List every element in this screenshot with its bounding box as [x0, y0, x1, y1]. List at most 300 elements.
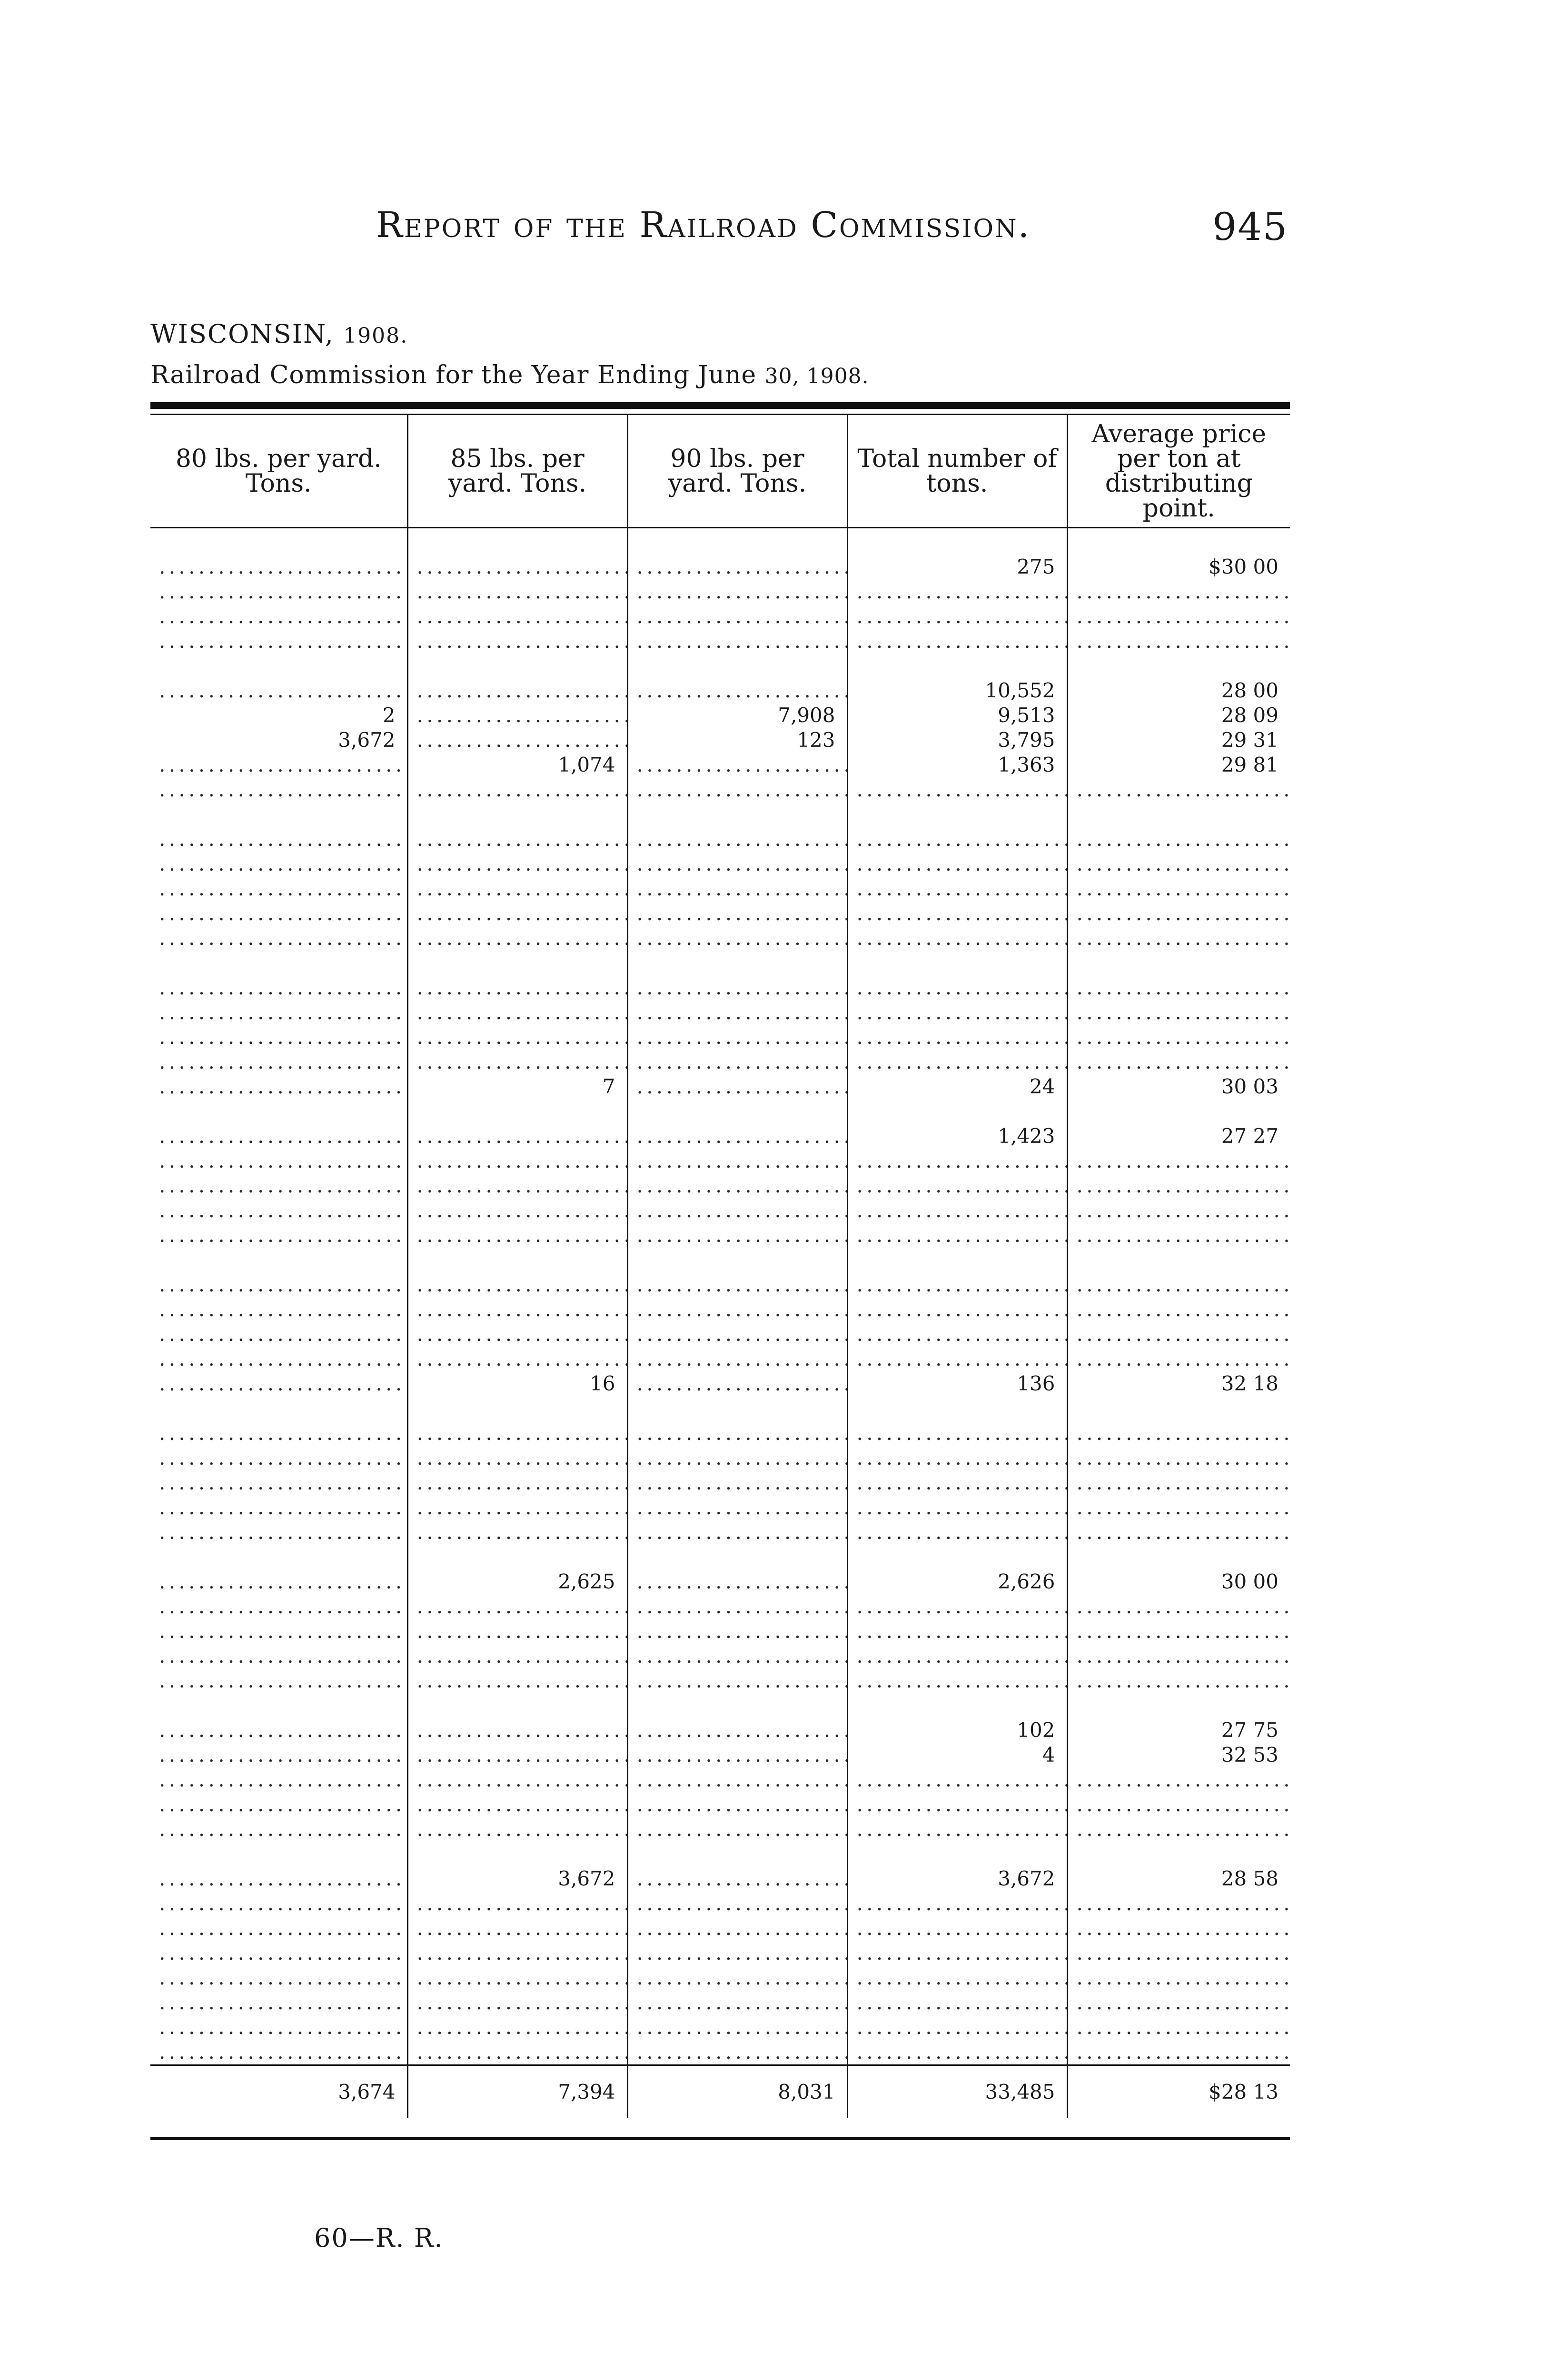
cell-85lbs: [407, 1421, 627, 1446]
cell-80lbs: [150, 1941, 407, 1965]
cell-85lbs: [407, 703, 627, 728]
cell-80lbs: [150, 1025, 407, 1050]
cell-90lbs: [627, 1866, 847, 1891]
state-heading: [150, 319, 408, 349]
table-row: [150, 1866, 1290, 1891]
cell-90lbs: [627, 1347, 847, 1371]
cell-total-tons: [847, 777, 1067, 802]
group-spacer: [150, 1693, 1290, 1718]
spacer-cell: [407, 1693, 627, 1718]
cell-90lbs: [627, 2015, 847, 2040]
cell-total-tons: [847, 1198, 1067, 1223]
cell-80lbs: [150, 1421, 407, 1446]
table-row: [150, 926, 1290, 951]
col-header-80lbs: 80 lbs. per yard. Tons.: [150, 415, 407, 528]
cell-85lbs: [407, 1520, 627, 1545]
cell-avg-price: 27 27: [1067, 1124, 1290, 1149]
spacer-cell: [407, 1248, 627, 1272]
cell-avg-price: [1067, 1198, 1290, 1223]
cell-85lbs: [407, 777, 627, 802]
cell-avg-price: [1067, 1470, 1290, 1495]
table-row: [150, 703, 1290, 728]
spacer-cell: [627, 802, 847, 827]
table-row: [150, 876, 1290, 901]
cell-total-tons: 3,672: [847, 1866, 1067, 1891]
cell-90lbs: [627, 1025, 847, 1050]
cell-90lbs: [627, 1941, 847, 1965]
cell-90lbs: [627, 1272, 847, 1297]
cell-avg-price: [1067, 604, 1290, 629]
cell-90lbs: [627, 1520, 847, 1545]
top-thick-rule: [150, 402, 1290, 409]
spacer-cell: [627, 1693, 847, 1718]
cell-90lbs: [627, 1173, 847, 1198]
cell-avg-price: [1067, 1619, 1290, 1644]
spacer-cell: [1067, 1545, 1290, 1569]
cell-avg-price: 28 00: [1067, 678, 1290, 703]
cell-total-tons: [847, 1446, 1067, 1470]
cell-avg-price: 29 31: [1067, 728, 1290, 753]
spacer-cell: [847, 802, 1067, 827]
cell-85lbs: [407, 1223, 627, 1248]
cell-total-tons: [847, 1297, 1067, 1322]
cell-total-tons: [847, 1322, 1067, 1347]
cell-total-tons: [847, 1668, 1067, 1693]
running-header: [0, 205, 1546, 257]
cell-80lbs: [150, 2040, 407, 2065]
cell-avg-price: [1067, 1050, 1290, 1074]
cell-90lbs: [627, 901, 847, 926]
table-row: [150, 1297, 1290, 1322]
table-row: [150, 827, 1290, 852]
group-spacer: [150, 1842, 1290, 1866]
group-spacer: [150, 1099, 1290, 1124]
cell-total-tons: [847, 975, 1067, 1000]
cell-total-tons: 102: [847, 1718, 1067, 1743]
table-row: [150, 1569, 1290, 1594]
table-row: [150, 1718, 1290, 1743]
cell-90lbs: [627, 1470, 847, 1495]
cell-80lbs: [150, 2015, 407, 2040]
cell-85lbs: [407, 1891, 627, 1916]
cell-90lbs: [627, 1124, 847, 1149]
spacer-cell: [150, 1545, 407, 1569]
cell-85lbs: [407, 1050, 627, 1074]
cell-avg-price: [1067, 1668, 1290, 1693]
cell-80lbs: [150, 555, 407, 579]
cell-80lbs: [150, 579, 407, 604]
cell-80lbs: [150, 1990, 407, 2015]
cell-total-tons: 3,795: [847, 728, 1067, 753]
spacer-cell: [407, 951, 627, 975]
cell-80lbs: [150, 1916, 407, 1941]
data-table: [150, 415, 1290, 2118]
state-year: 1908.: [343, 324, 408, 348]
cell-80lbs: [150, 1223, 407, 1248]
cell-85lbs: [407, 1743, 627, 1767]
spacer-cell: [150, 951, 407, 975]
cell-80lbs: [150, 1347, 407, 1371]
cell-85lbs: [407, 1792, 627, 1817]
table-row: [150, 1891, 1290, 1916]
table-row: [150, 1668, 1290, 1693]
table-row: [150, 604, 1290, 629]
table-row: [150, 2015, 1290, 2040]
cell-total-tons: [847, 604, 1067, 629]
cell-total-tons: [847, 876, 1067, 901]
cell-80lbs: [150, 753, 407, 777]
state-name: WISCONSIN,: [150, 319, 334, 349]
spacer-cell: [627, 1099, 847, 1124]
cell-85lbs: [407, 1916, 627, 1941]
col-header-avg-price: Average price per ton at distributing point.: [1067, 415, 1290, 528]
cell-85lbs: 16: [407, 1371, 627, 1396]
cell-85lbs: [407, 827, 627, 852]
spacer-cell: [627, 1842, 847, 1866]
cell-avg-price: [1067, 629, 1290, 654]
spacer-cell: [627, 1396, 847, 1421]
cell-total-tons: [847, 926, 1067, 951]
cell-90lbs: [627, 1619, 847, 1644]
table-row: [150, 1594, 1290, 1619]
cell-total-tons: 2,626: [847, 1569, 1067, 1594]
cell-total-tons: [847, 1619, 1067, 1644]
cell-80lbs: [150, 876, 407, 901]
cell-90lbs: [627, 604, 847, 629]
cell-avg-price: [1067, 1990, 1290, 2015]
cell-90lbs: [627, 555, 847, 579]
cell-85lbs: [407, 1446, 627, 1470]
table-row: [150, 1173, 1290, 1198]
table-row: [150, 1446, 1290, 1470]
cell-total-tons: [847, 1817, 1067, 1842]
table-row: [150, 1792, 1290, 1817]
table-row: [150, 1149, 1290, 1173]
cell-90lbs: [627, 926, 847, 951]
cell-total-tons: [847, 2040, 1067, 2065]
cell-total-tons: [847, 1644, 1067, 1668]
cell-avg-price: [1067, 579, 1290, 604]
spacer-cell: [407, 1842, 627, 1866]
table-row: [150, 1272, 1290, 1297]
cell-85lbs: [407, 728, 627, 753]
spacer-cell: [407, 1099, 627, 1124]
spacer-cell: [150, 1693, 407, 1718]
table-row: [150, 901, 1290, 926]
cell-90lbs: [627, 1916, 847, 1941]
total-avg-price: $28 13: [1067, 2065, 1290, 2119]
cell-avg-price: [1067, 1322, 1290, 1347]
cell-80lbs: [150, 901, 407, 926]
cell-avg-price: [1067, 1149, 1290, 1173]
cell-90lbs: [627, 1371, 847, 1396]
spacer-cell: [407, 1396, 627, 1421]
cell-85lbs: [407, 555, 627, 579]
cell-total-tons: [847, 1347, 1067, 1371]
cell-total-tons: [847, 1792, 1067, 1817]
cell-90lbs: [627, 1050, 847, 1074]
table-subtitle: [150, 361, 869, 389]
cell-80lbs: [150, 1569, 407, 1594]
spacer-cell: [847, 1693, 1067, 1718]
cell-avg-price: [1067, 1173, 1290, 1198]
cell-total-tons: [847, 1891, 1067, 1916]
cell-avg-price: [1067, 827, 1290, 852]
cell-85lbs: [407, 1619, 627, 1644]
cell-total-tons: [847, 1421, 1067, 1446]
table-row: [150, 1743, 1290, 1767]
cell-total-tons: 136: [847, 1371, 1067, 1396]
spacer-cell: [627, 1545, 847, 1569]
table-row: [150, 1916, 1290, 1941]
table-row: [150, 852, 1290, 876]
cell-total-tons: [847, 1594, 1067, 1619]
subtitle-text: Railroad Commission for the Year Ending June: [150, 361, 757, 389]
cell-80lbs: [150, 1149, 407, 1173]
cell-total-tons: 1,423: [847, 1124, 1067, 1149]
cell-90lbs: [627, 1149, 847, 1173]
padding-cell: [1067, 528, 1290, 555]
cell-avg-price: [1067, 777, 1290, 802]
cell-85lbs: [407, 1594, 627, 1619]
cell-80lbs: [150, 1767, 407, 1792]
padding-cell: [407, 528, 627, 555]
total-tons: 33,485: [847, 2065, 1067, 2119]
cell-90lbs: [627, 1223, 847, 1248]
cell-total-tons: 24: [847, 1074, 1067, 1099]
cell-avg-price: [1067, 975, 1290, 1000]
spacer-cell: [150, 802, 407, 827]
group-spacer: [150, 1396, 1290, 1421]
table-row: [150, 555, 1290, 579]
cell-85lbs: [407, 975, 627, 1000]
cell-90lbs: [627, 1743, 847, 1767]
cell-80lbs: [150, 1644, 407, 1668]
cell-90lbs: [627, 1594, 847, 1619]
totals-row: [150, 2065, 1290, 2119]
cell-85lbs: 2,625: [407, 1569, 627, 1594]
col-header-90lbs: 90 lbs. per yard. Tons.: [627, 415, 847, 528]
spacer-cell: [407, 654, 627, 678]
cell-total-tons: [847, 1495, 1067, 1520]
table-row: [150, 1817, 1290, 1842]
cell-avg-price: [1067, 1446, 1290, 1470]
cell-85lbs: [407, 1198, 627, 1223]
cell-80lbs: [150, 1743, 407, 1767]
cell-avg-price: 28 58: [1067, 1866, 1290, 1891]
table-row: [150, 1520, 1290, 1545]
cell-85lbs: [407, 1470, 627, 1495]
group-spacer: [150, 654, 1290, 678]
spacer-cell: [1067, 1842, 1290, 1866]
cell-85lbs: [407, 1817, 627, 1842]
cell-85lbs: [407, 1322, 627, 1347]
table-row: [150, 1767, 1290, 1792]
cell-80lbs: [150, 1124, 407, 1149]
cell-85lbs: [407, 852, 627, 876]
cell-80lbs: 2: [382, 704, 396, 727]
cell-total-tons: 9,513: [847, 703, 1067, 728]
table-row: [150, 975, 1290, 1000]
table-row: [150, 1198, 1290, 1223]
cell-avg-price: [1067, 1223, 1290, 1248]
cell-avg-price: [1067, 1941, 1290, 1965]
cell-avg-price: [1067, 1594, 1290, 1619]
table-row: [150, 1025, 1290, 1050]
cell-avg-price: [1067, 1025, 1290, 1050]
cell-80lbs: [150, 1594, 407, 1619]
cell-80lbs: [150, 1446, 407, 1470]
cell-90lbs: [627, 1297, 847, 1322]
spacer-cell: [847, 1396, 1067, 1421]
cell-avg-price: 30 03: [1067, 1074, 1290, 1099]
table-row: [150, 753, 1290, 777]
cell-total-tons: [847, 1990, 1067, 2015]
cell-85lbs: [407, 1495, 627, 1520]
cell-avg-price: 32 18: [1067, 1371, 1290, 1396]
cell-80lbs: [150, 1297, 407, 1322]
table-row: [150, 629, 1290, 654]
cell-total-tons: [847, 1470, 1067, 1495]
table-row: [150, 579, 1290, 604]
cell-90lbs: [627, 1891, 847, 1916]
cell-85lbs: [407, 1173, 627, 1198]
cell-80lbs: [150, 1718, 407, 1743]
cell-90lbs: [627, 2040, 847, 2065]
table-row: [150, 678, 1290, 703]
page-number: 945: [1212, 205, 1288, 249]
cell-85lbs: [407, 1272, 627, 1297]
spacer-cell: [150, 654, 407, 678]
cell-85lbs: [407, 1965, 627, 1990]
cell-90lbs: 123: [627, 728, 847, 753]
cell-85lbs: [407, 579, 627, 604]
cell-90lbs: [627, 852, 847, 876]
cell-85lbs: [407, 1149, 627, 1173]
cell-total-tons: [847, 1223, 1067, 1248]
cell-80lbs: [150, 1000, 407, 1025]
bottom-rule: [150, 2137, 1290, 2140]
spacer-cell: [1067, 654, 1290, 678]
table-row: [150, 1371, 1290, 1396]
cell-85lbs: 3,672: [407, 1866, 627, 1891]
spacer-cell: [150, 1248, 407, 1272]
spacer-cell: [1067, 1099, 1290, 1124]
cell-total-tons: [847, 2015, 1067, 2040]
rail-tonnage-table: [150, 402, 1290, 2140]
cell-80lbs: [150, 1371, 407, 1396]
cell-avg-price: 28 09: [1067, 703, 1290, 728]
spacer-cell: [407, 1545, 627, 1569]
cell-80lbs: [150, 1470, 407, 1495]
table-row: [150, 728, 1290, 753]
spacer-cell: [627, 1248, 847, 1272]
cell-avg-price: [1067, 1792, 1290, 1817]
subtitle-date: 30, 1908.: [764, 364, 869, 388]
table-row: [150, 1965, 1290, 1990]
table-row: [150, 2040, 1290, 2065]
cell-total-tons: [847, 629, 1067, 654]
cell-90lbs: [627, 777, 847, 802]
table-row: [150, 1347, 1290, 1371]
table-row: [150, 1495, 1290, 1520]
cell-avg-price: [1067, 876, 1290, 901]
cell-90lbs: [627, 1767, 847, 1792]
group-spacer: [150, 802, 1290, 827]
cell-total-tons: [847, 1000, 1067, 1025]
cell-total-tons: 10,552: [847, 678, 1067, 703]
table-top-padding: [150, 528, 1290, 555]
cell-85lbs: [407, 1347, 627, 1371]
cell-85lbs: [407, 1941, 627, 1965]
cell-avg-price: 27 75: [1067, 1718, 1290, 1743]
cell-85lbs: 1,074: [407, 753, 627, 777]
cell-90lbs: [627, 1718, 847, 1743]
cell-total-tons: [847, 1767, 1067, 1792]
cell-90lbs: [627, 975, 847, 1000]
cell-90lbs: 7,908: [627, 703, 847, 728]
cell-85lbs: [407, 1718, 627, 1743]
cell-avg-price: $30 00: [1067, 555, 1290, 579]
cell-avg-price: [1067, 1347, 1290, 1371]
spacer-cell: [847, 1545, 1067, 1569]
col-header-85lbs: 85 lbs. per yard. Tons.: [407, 415, 627, 528]
padding-cell: [150, 528, 407, 555]
cell-90lbs: [627, 1198, 847, 1223]
cell-avg-price: [1067, 1272, 1290, 1297]
cell-total-tons: [847, 1173, 1067, 1198]
cell-avg-price: [1067, 1520, 1290, 1545]
cell-85lbs: [407, 2040, 627, 2065]
cell-total-tons: [847, 1916, 1067, 1941]
table-row: [150, 1990, 1290, 2015]
cell-80lbs: [150, 1495, 407, 1520]
cell-85lbs: [407, 1644, 627, 1668]
cell-85lbs: 7: [407, 1074, 627, 1099]
cell-80lbs: [150, 1817, 407, 1842]
cell-90lbs: [627, 678, 847, 703]
cell-80lbs: [150, 1198, 407, 1223]
cell-85lbs: [407, 876, 627, 901]
table-row: [150, 1050, 1290, 1074]
cell-total-tons: [847, 1050, 1067, 1074]
cell-90lbs: [627, 1965, 847, 1990]
cell-80lbs: [150, 827, 407, 852]
cell-90lbs: [627, 827, 847, 852]
cell-80lbs: [150, 1322, 407, 1347]
cell-80lbs: [150, 1074, 407, 1099]
cell-90lbs: [627, 1990, 847, 2015]
cell-total-tons: 4: [847, 1743, 1067, 1767]
col-header-total-tons: Total number of tons.: [847, 415, 1067, 528]
cell-90lbs: [627, 1644, 847, 1668]
cell-80lbs: [150, 926, 407, 951]
header-row: [150, 415, 1290, 528]
cell-80lbs: [150, 1050, 407, 1074]
cell-80lbs: [150, 1173, 407, 1198]
cell-90lbs: [627, 753, 847, 777]
cell-avg-price: [1067, 1817, 1290, 1842]
spacer-cell: [1067, 802, 1290, 827]
cell-80lbs: [150, 1520, 407, 1545]
cell-90lbs: [627, 1569, 847, 1594]
spacer-cell: [150, 1099, 407, 1124]
cell-total-tons: [847, 901, 1067, 926]
total-80lbs: 3,674: [150, 2065, 407, 2119]
cell-90lbs: [627, 629, 847, 654]
cell-avg-price: [1067, 901, 1290, 926]
spacer-cell: [150, 1396, 407, 1421]
